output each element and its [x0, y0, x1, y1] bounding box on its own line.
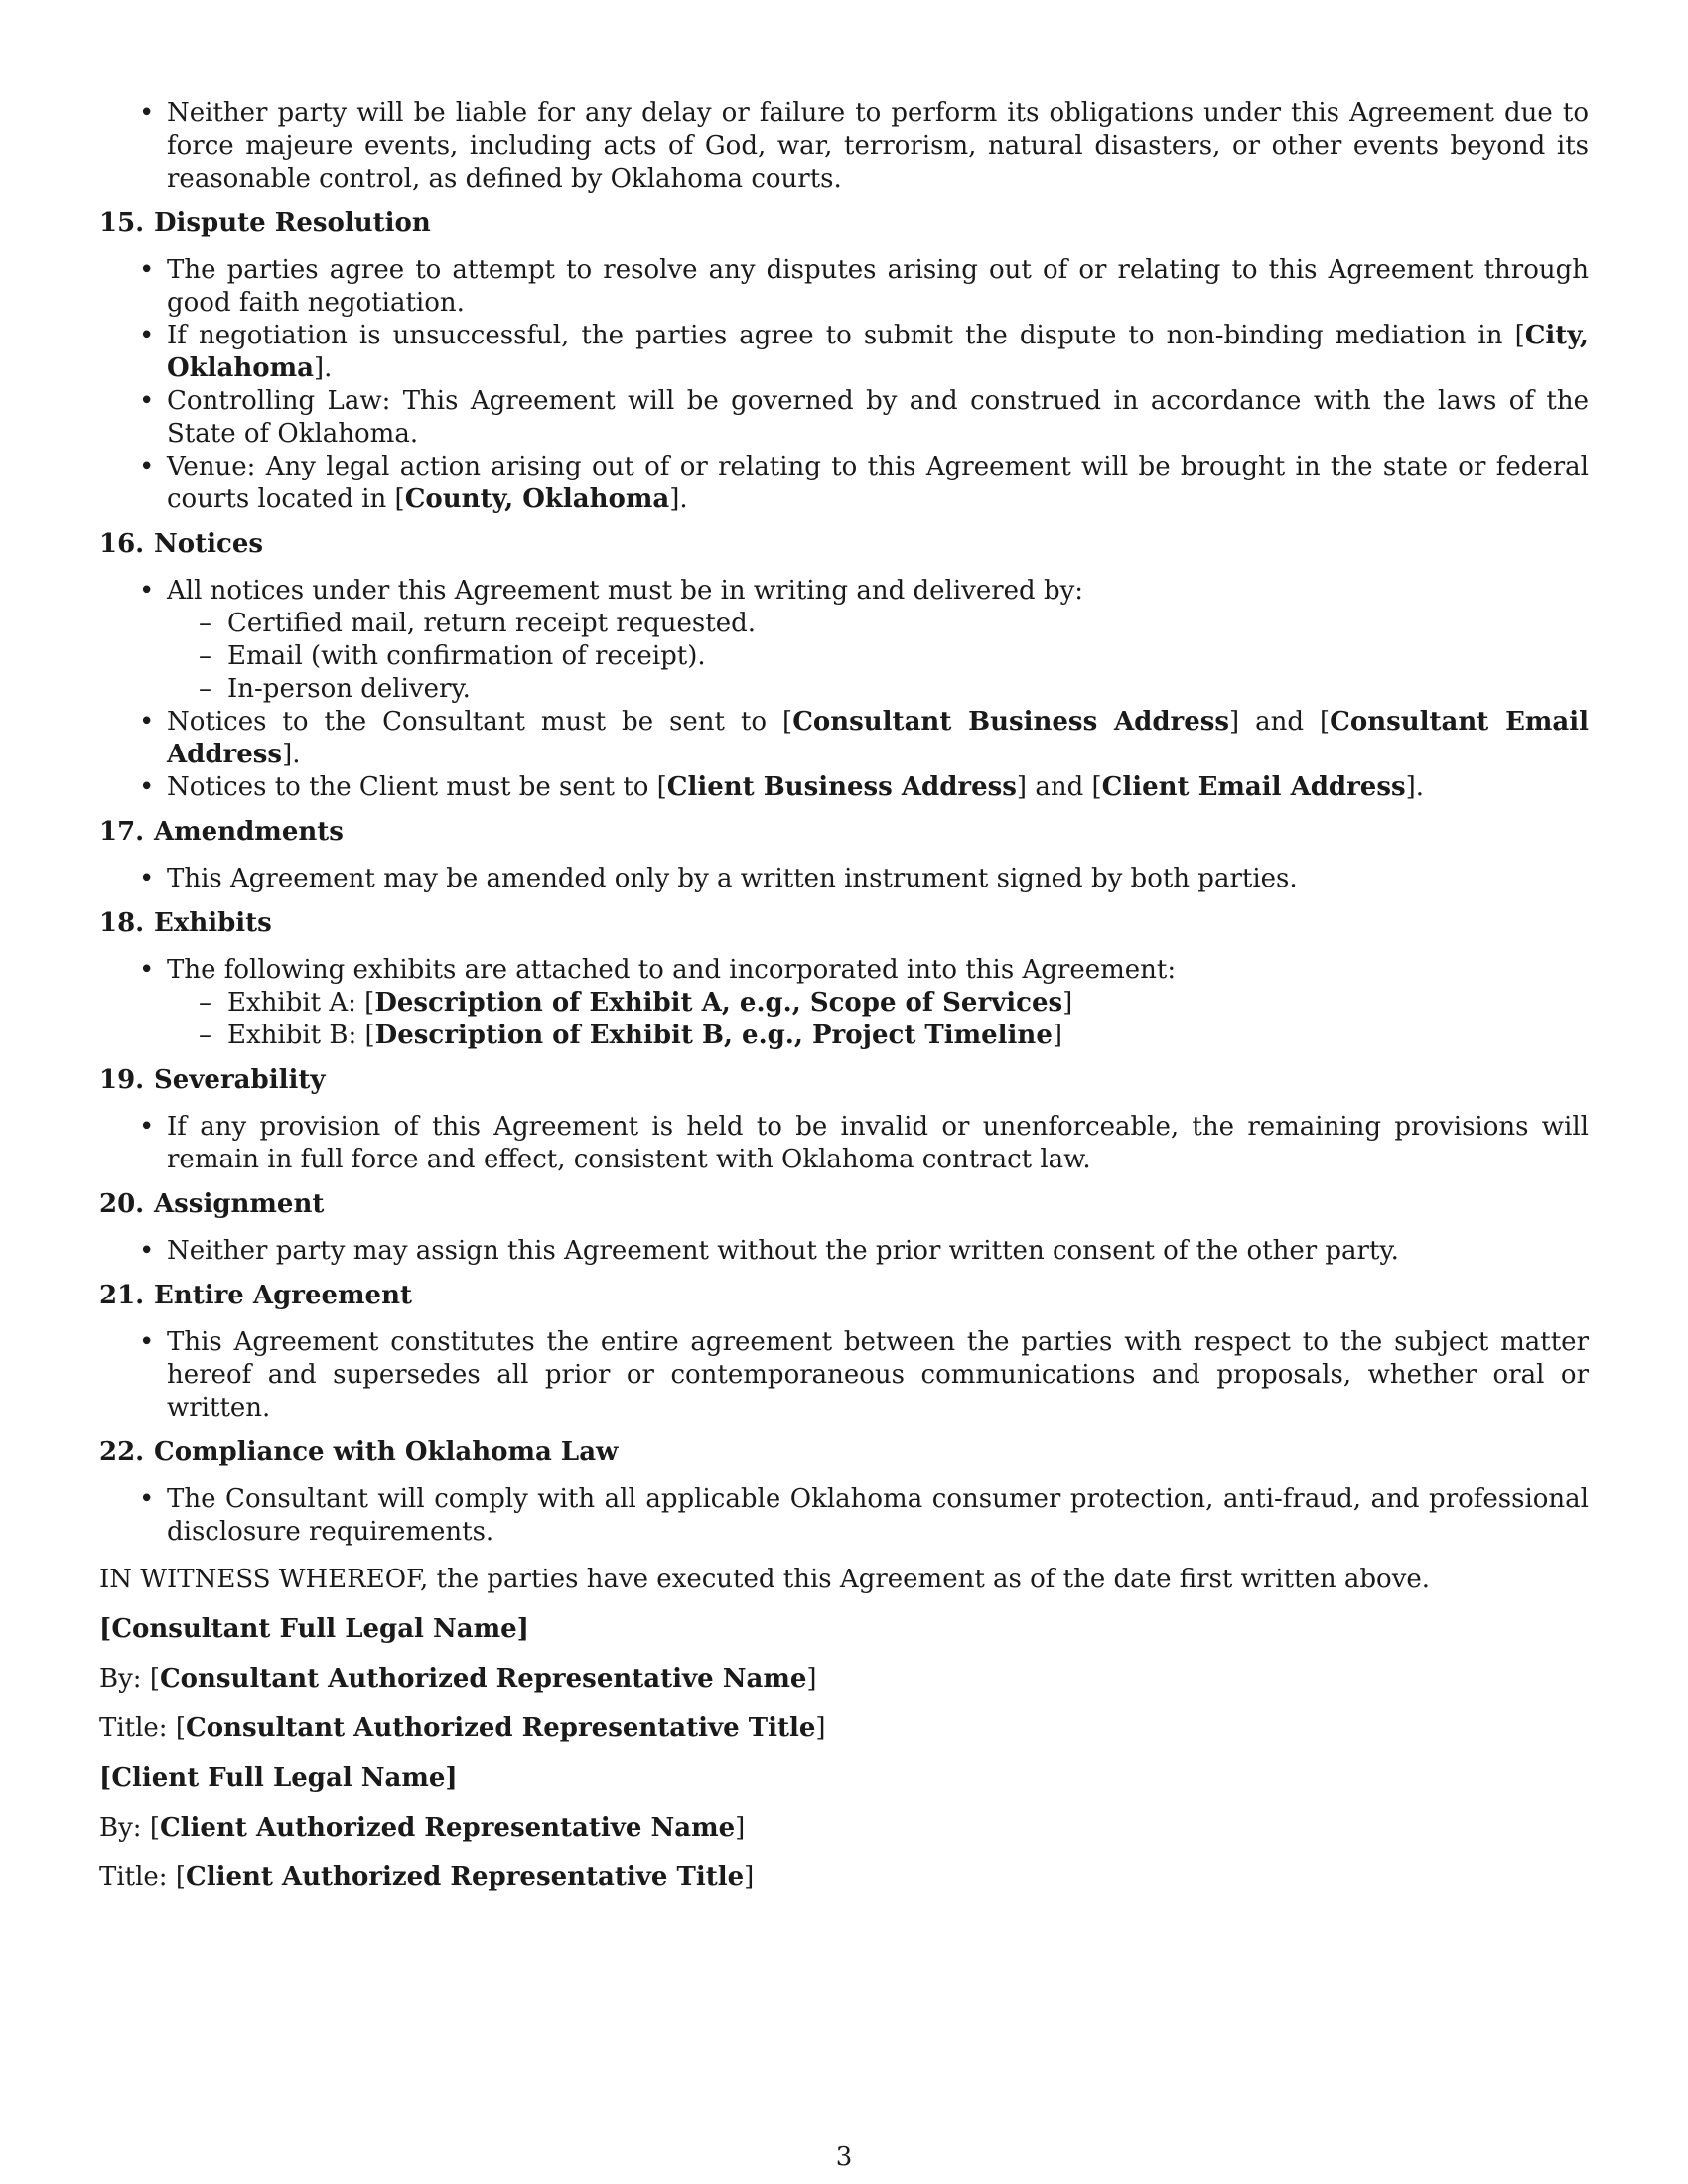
placeholder-consultant-address: Consultant Business Address [792, 707, 1230, 737]
client-by-line [99, 1812, 1589, 1844]
list-item: • Controlling Law: This Agreement will be governed by and construed in accordance with the laws of the State of Oklahoma. [99, 385, 1589, 451]
text-span: ] [1052, 1021, 1063, 1050]
list-item [99, 320, 1589, 385]
section-title: Compliance with Oklahoma Law [154, 1437, 619, 1467]
text-span: The following exhibits are attached to and incorporated into this Agreement: [167, 955, 1177, 985]
section-number: 19. [99, 1065, 145, 1095]
placeholder-client-email: Client Email Address [1101, 772, 1406, 802]
bracket: ] [806, 1664, 817, 1694]
bracket: ] [445, 1763, 458, 1793]
section-number: 18. [99, 908, 145, 938]
placeholder-exhibit-b: Description of Exhibit B, e.g., Project Timeline [374, 1021, 1053, 1050]
section-number: 21. [99, 1281, 145, 1310]
bracket: ] [735, 1813, 746, 1843]
sub-list-item: – In-person delivery. [99, 673, 1589, 706]
text-span: Notices to the Consultant must be sent to [ [167, 707, 793, 737]
bracket: [ [149, 1813, 160, 1843]
placeholder-client-address: Client Business Address [666, 772, 1017, 802]
section-20-heading [99, 1188, 1589, 1221]
bracket: [ [175, 1713, 186, 1743]
section-title: Exhibits [154, 908, 272, 938]
force-majeure-list [99, 97, 1589, 196]
text-span: ] and [ [1229, 707, 1331, 737]
exhibits-list [99, 987, 1589, 1052]
text-span: Exhibit A: [ [227, 988, 375, 1018]
list-item [99, 575, 1589, 706]
consultant-title-line [99, 1712, 1589, 1745]
bracket: [ [99, 1614, 112, 1644]
section-21-list [99, 1326, 1589, 1425]
bracket: ] [815, 1713, 826, 1743]
client-legal-name [99, 1762, 1589, 1795]
bracket: [ [175, 1862, 186, 1892]
placeholder-consultant-title: Consultant Authorized Representative Title [186, 1713, 816, 1743]
placeholder-county: County, Oklahoma [404, 484, 670, 514]
section-16-list [99, 575, 1589, 804]
delivery-methods-list [99, 608, 1589, 706]
document-page [99, 97, 1589, 1911]
bracket: [ [99, 1763, 112, 1793]
sub-list-item: – Email (with confirmation of receipt). [99, 640, 1589, 673]
text-span: ]. [1405, 772, 1425, 802]
section-20-list [99, 1235, 1589, 1268]
text-span: ] [1062, 988, 1073, 1018]
witness-statement: IN WITNESS WHEREOF, the parties have executed this Agreement as of the date first written above. [99, 1565, 1431, 1594]
sub-list-item [99, 987, 1589, 1020]
text-span: Exhibit B: [ [227, 1021, 375, 1050]
force-majeure-bullet: • Neither party will be liable for any delay or failure to perform its obligations under this Agreement due to force majeure events, including acts of God, war, terrorism, natural disasters, or other events beyond its reasonable control, as defined by Oklahoma courts. [99, 97, 1589, 196]
consultant-legal-name [99, 1613, 1589, 1646]
bracket: ] [516, 1614, 529, 1644]
text-span: Venue: Any legal action arising out of or relating to this Agreement will be brought in the state or federal courts located in [ [167, 452, 1589, 514]
list-item: • Neither party may assign this Agreement without the prior written consent of the other party. [99, 1235, 1589, 1268]
placeholder-city: City, Oklahoma [167, 321, 1589, 383]
list-item: • If any provision of this Agreement is held to be invalid or unenforceable, the remaining provisions will remain in full force and effect, consistent with Oklahoma contract law. [99, 1111, 1589, 1176]
text-span: Notices to the Client must be sent to [ [167, 772, 667, 802]
list-item [99, 451, 1589, 516]
list-item [99, 954, 1589, 1052]
title-label: Title: [99, 1862, 176, 1892]
list-item [99, 706, 1589, 771]
list-item [99, 771, 1589, 804]
section-number: 17. [99, 817, 145, 847]
placeholder-client-title: Client Authorized Representative Title [186, 1862, 745, 1892]
section-number: 15. [99, 208, 145, 238]
sub-list-item: – Certified mail, return receipt requested. [99, 608, 1589, 640]
text-span: ] and [ [1016, 772, 1102, 802]
placeholder-consultant-name: Consultant Full Legal Name [111, 1614, 517, 1644]
section-17-heading [99, 816, 1589, 849]
bracket: ] [744, 1862, 755, 1892]
section-title: Assignment [154, 1189, 325, 1219]
section-19-heading [99, 1064, 1589, 1097]
consultant-by-line [99, 1663, 1589, 1696]
title-label: Title: [99, 1713, 176, 1743]
section-number: 20. [99, 1189, 145, 1219]
page-number: 3 [835, 2142, 853, 2172]
text-span: If negotiation is unsuccessful, the parties agree to submit the dispute to non-binding mediation in [ [167, 321, 1525, 350]
by-label: By: [99, 1664, 150, 1694]
section-18-heading [99, 907, 1589, 940]
section-21-heading [99, 1280, 1589, 1312]
list-item: • This Agreement constitutes the entire agreement between the parties with respect to the subject matter hereof and supersedes all prior or contemporaneous communications and proposals, whether oral or written. [99, 1326, 1589, 1425]
placeholder-consultant-email: Consultant Email Address [167, 707, 1589, 769]
list-item: • The Consultant will comply with all applicable Oklahoma consumer protection, anti-fraud, and professional disclosure requirements. [99, 1483, 1589, 1549]
section-15-heading [99, 207, 1589, 240]
text-span: ]. [669, 484, 688, 514]
sub-list-item [99, 1020, 1589, 1052]
section-title: Notices [154, 529, 264, 559]
section-22-list [99, 1483, 1589, 1549]
section-18-list [99, 954, 1589, 1052]
text-span: ]. [282, 740, 301, 769]
placeholder-consultant-rep: Consultant Authorized Representative Name [159, 1664, 807, 1694]
placeholder-client-name: Client Full Legal Name [111, 1763, 446, 1793]
section-title: Severability [154, 1065, 326, 1095]
list-item: • The parties agree to attempt to resolve any disputes arising out of or relating to this Agreement through good faith negotiation. [99, 254, 1589, 320]
list-item: • This Agreement may be amended only by a written instrument signed by both parties. [99, 863, 1589, 895]
text-span: ]. [314, 353, 333, 383]
placeholder-client-rep: Client Authorized Representative Name [159, 1813, 736, 1843]
client-title-line [99, 1861, 1589, 1894]
section-22-heading [99, 1436, 1589, 1469]
section-number: 22. [99, 1437, 145, 1467]
section-title: Entire Agreement [154, 1281, 412, 1310]
section-15-list [99, 254, 1589, 516]
section-19-list [99, 1111, 1589, 1176]
bracket: [ [149, 1664, 160, 1694]
section-17-list [99, 863, 1589, 895]
section-title: Amendments [154, 817, 344, 847]
by-label: By: [99, 1813, 150, 1843]
text-span: All notices under this Agreement must be in writing and delivered by: [167, 576, 1084, 606]
placeholder-exhibit-a: Description of Exhibit A, e.g., Scope of Services [374, 988, 1063, 1018]
section-number: 16. [99, 529, 145, 559]
section-16-heading [99, 528, 1589, 561]
section-title: Dispute Resolution [154, 208, 431, 238]
